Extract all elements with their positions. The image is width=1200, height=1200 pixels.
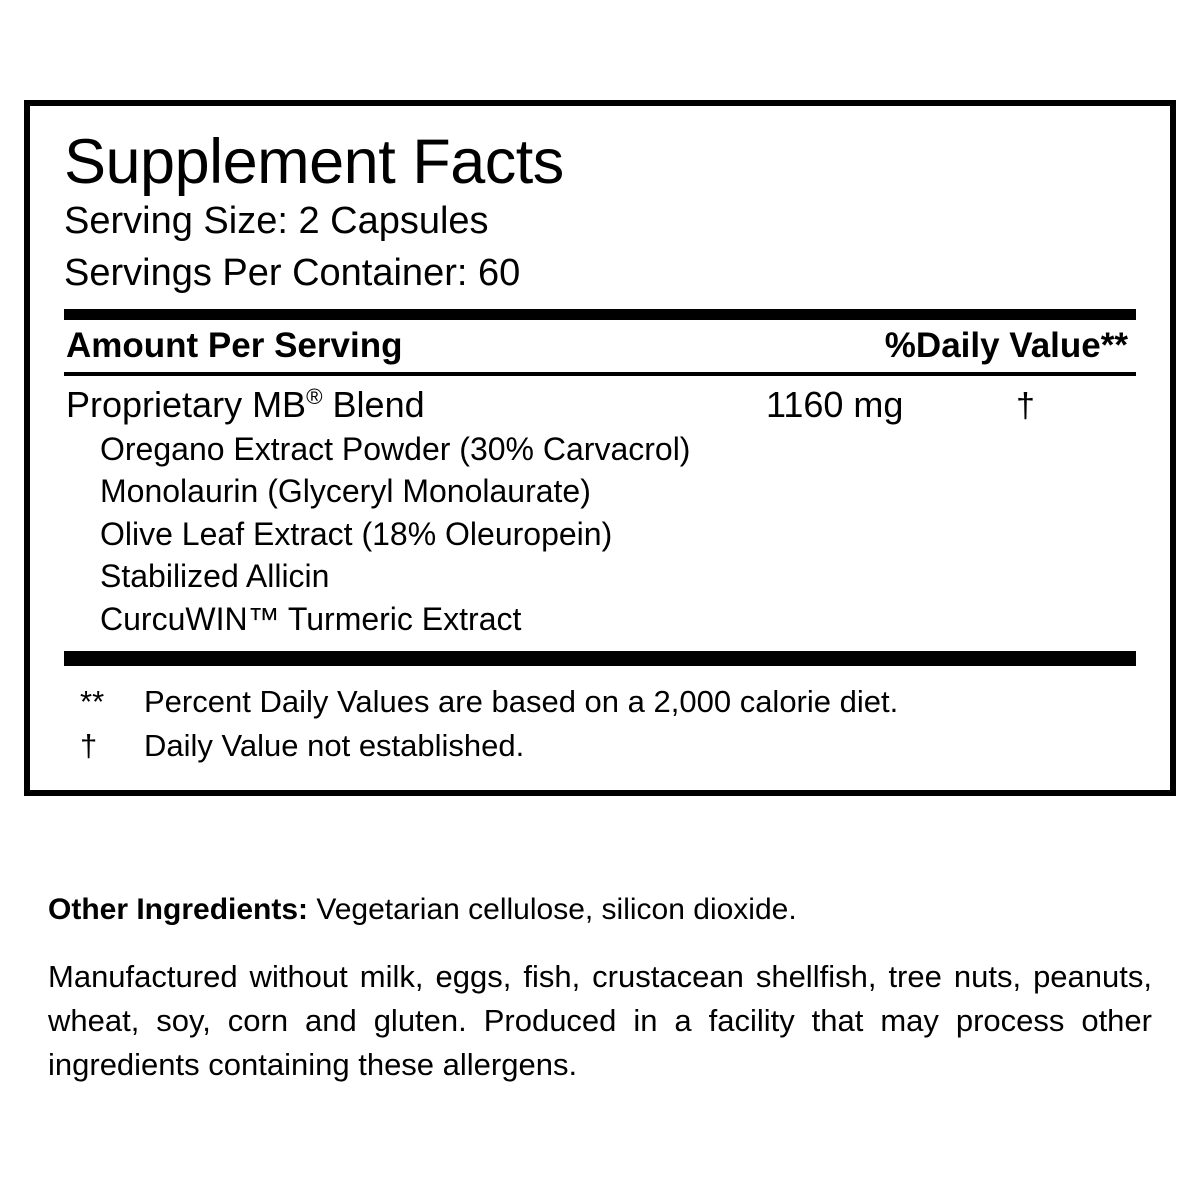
footnote-dv-not-established — [66, 724, 1134, 768]
other-ingredients — [48, 890, 1152, 929]
blend-name — [66, 384, 766, 426]
daily-value-header: %Daily Value** — [884, 325, 1128, 365]
footnote-text: Daily Value not established. — [144, 727, 525, 763]
amount-per-serving-header: Amount Per Serving — [66, 325, 403, 365]
list-item: Monolaurin (Glyceryl Monolaurate) — [100, 473, 591, 510]
list-item: CurcuWIN™ Turmeric Extract — [100, 601, 522, 638]
list-item: Oregano Extract Powder (30% Carvacrol) — [100, 430, 691, 467]
serving-size: Serving Size: 2 Capsules — [64, 200, 489, 243]
list-item: Stabilized Allicin — [100, 558, 330, 595]
allergen-statement: Manufactured without milk, eggs, fish, crustacean shellfish, tree nuts, peanuts, wheat, soy, corn and gluten. Produced in a facility that may process other ingredients containing these allergens. — [48, 959, 1152, 1083]
other-ingredients-text: Vegetarian cellulose, silicon dioxide. — [308, 893, 797, 926]
blend-ingredient-list — [64, 428, 1136, 651]
other-ingredients-label: Other Ingredients: — [48, 893, 309, 926]
blend-dv-symbol: † — [1016, 386, 1035, 425]
blend-name-suffix: Blend — [322, 383, 425, 425]
divider-thick-bottom — [64, 651, 1136, 666]
divider-thick-top — [64, 309, 1136, 320]
list-item: Olive Leaf Extract (18% Oleuropein) — [100, 515, 613, 552]
panel-title: Supplement Facts — [64, 127, 564, 197]
footnote-mark: † — [80, 727, 98, 763]
blend-amount: 1160 mg — [766, 383, 904, 425]
supplement-facts-panel — [24, 100, 1176, 796]
footnote-mark: ** — [80, 683, 105, 719]
blend-name-prefix: Proprietary MB — [66, 383, 307, 425]
servings-per-container: Servings Per Container: 60 — [64, 251, 521, 294]
below-panel-text — [48, 890, 1152, 1087]
registered-trademark-icon: ® — [306, 383, 323, 409]
footnote-text: Percent Daily Values are based on a 2,000 calorie diet. — [144, 683, 899, 719]
footnote-daily-values — [66, 680, 1134, 724]
footnotes — [64, 666, 1136, 772]
table-header-row — [64, 320, 1136, 372]
blend-row — [64, 376, 1136, 426]
